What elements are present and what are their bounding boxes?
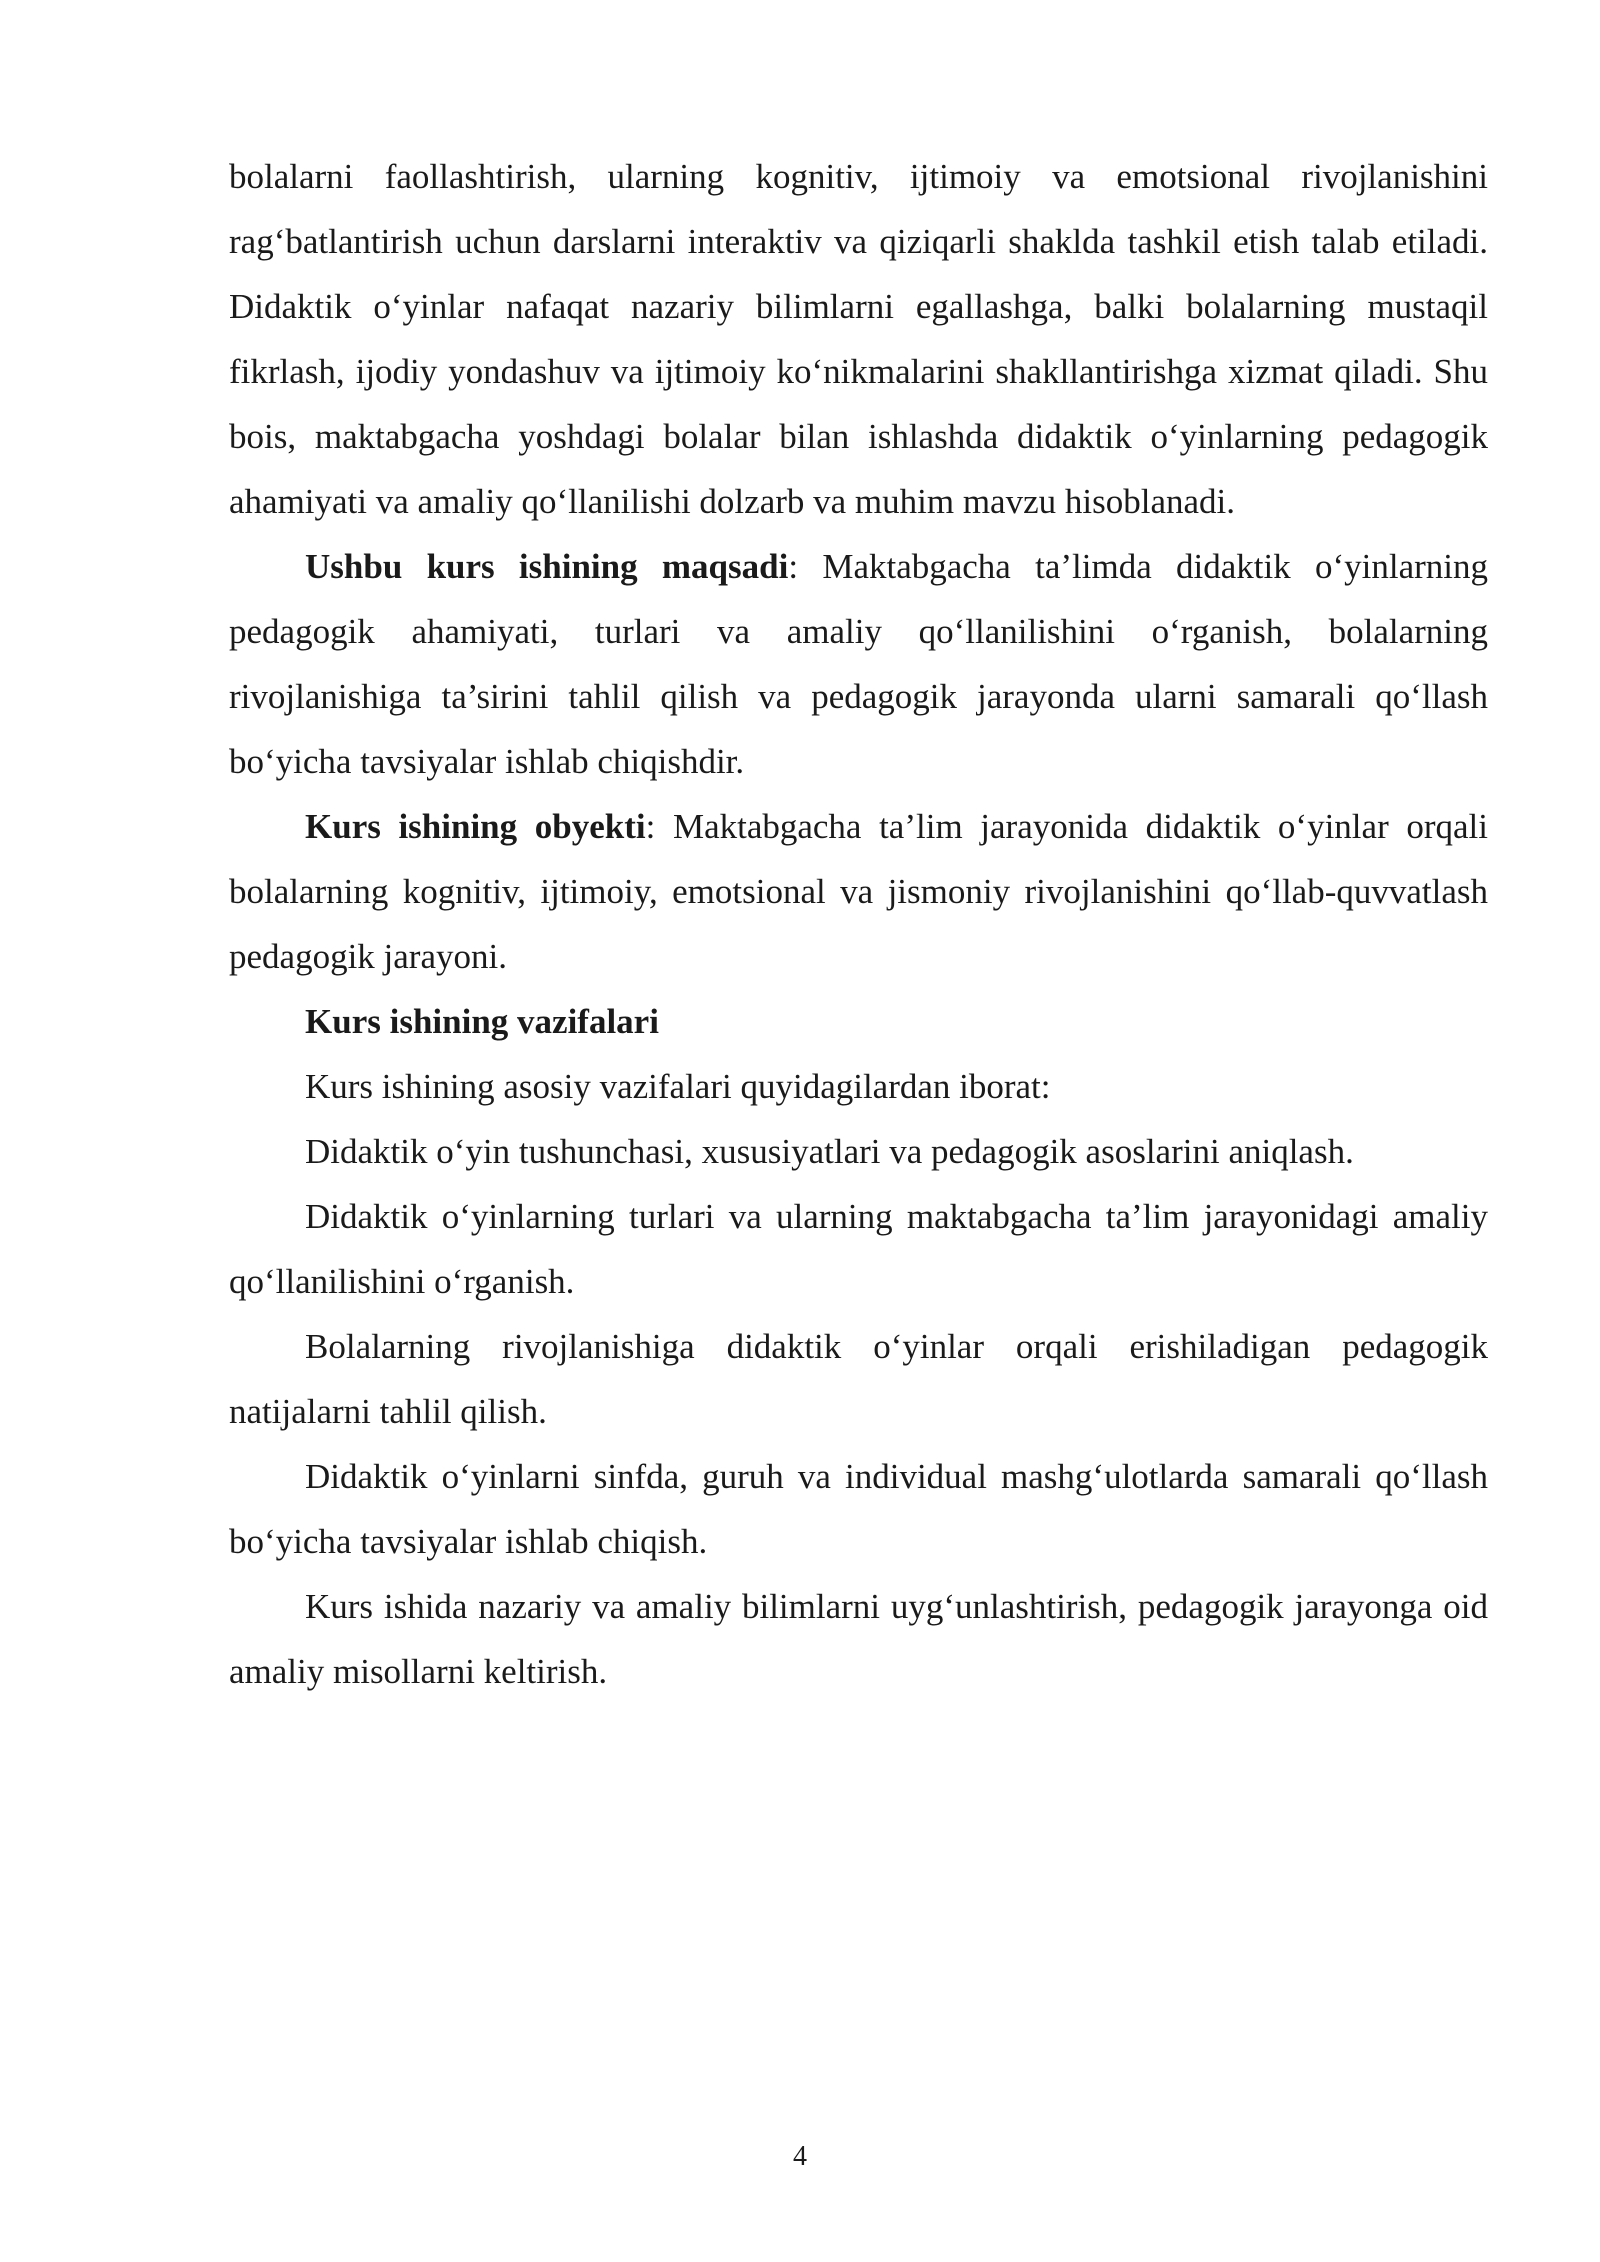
task-item: Bolalarning rivojlanishiga didaktik o‘yinlar orqali erishiladigan pedagogik natijalarni tahlil qilish.	[229, 1327, 1488, 1431]
task-item: Didaktik o‘yinlarning turlari va ularning maktabgacha ta’lim jarayonidagi amaliy qo‘llanilishini o‘rganish.	[229, 1197, 1488, 1301]
tasks-intro: Kurs ishining asosiy vazifalari quyidagilardan iborat:	[305, 1067, 1051, 1106]
object-text: : Maktabgacha ta’lim jarayonida didaktik o‘yinlar orqali bolalarning kognitiv, ijtimoiy, emotsional va jismoniy rivojlanishini qo‘llab-quvvatlash pedagogik jarayoni.	[229, 807, 1488, 976]
object-paragraph	[229, 794, 1488, 989]
intro-paragraph: bolalarni faollashtirish, ularning kognitiv, ijtimoiy va emotsional rivojlanishini rag‘batlantirish uchun darslarni interaktiv va qiziqarli shaklda tashkil etish talab etiladi. Didaktik o‘yinlar nafaqat nazariy bilimlarni egallashga, balki bolalarning mustaqil fikrlash, ijodiy yondashuv va ijtimoiy ko‘nikmalarini shakllantirishga xizmat qiladi. Shu bois, maktabgacha yoshdagi bolalar bilan ishlashda didaktik o‘yinlarning pedagogik ahamiyati va amaliy qo‘llanilishi dolzarb va muhim mavzu hisoblanadi.	[229, 157, 1488, 521]
page-number: 4	[793, 2141, 807, 2172]
task-item: Didaktik o‘yin tushunchasi, xususiyatlari va pedagogik asoslarini aniqlash.	[305, 1132, 1354, 1171]
document-body	[229, 144, 1488, 1704]
task-item: Kurs ishida nazariy va amaliy bilimlarni uyg‘unlashtirish, pedagogik jarayonga oid amaliy misollarni keltirish.	[229, 1587, 1488, 1691]
tasks-heading: Kurs ishining vazifalari	[305, 1002, 659, 1041]
goal-paragraph	[229, 534, 1488, 794]
task-item: Didaktik o‘yinlarni sinfda, guruh va individual mashg‘ulotlarda samarali qo‘llash bo‘yicha tavsiyalar ishlab chiqish.	[229, 1457, 1488, 1561]
object-label: Kurs ishining obyekti	[305, 807, 646, 846]
goal-label: Ushbu kurs ishining maqsadi	[305, 547, 789, 586]
goal-text: : Maktabgacha ta’limda didaktik o‘yinlarning pedagogik ahamiyati, turlari va amaliy qo‘llanilishini o‘rganish, bolalarning rivojlanishiga ta’sirini tahlil qilish va pedagogik jarayonda ularni samarali qo‘llash bo‘yicha tavsiyalar ishlab chiqishdir.	[229, 547, 1489, 781]
